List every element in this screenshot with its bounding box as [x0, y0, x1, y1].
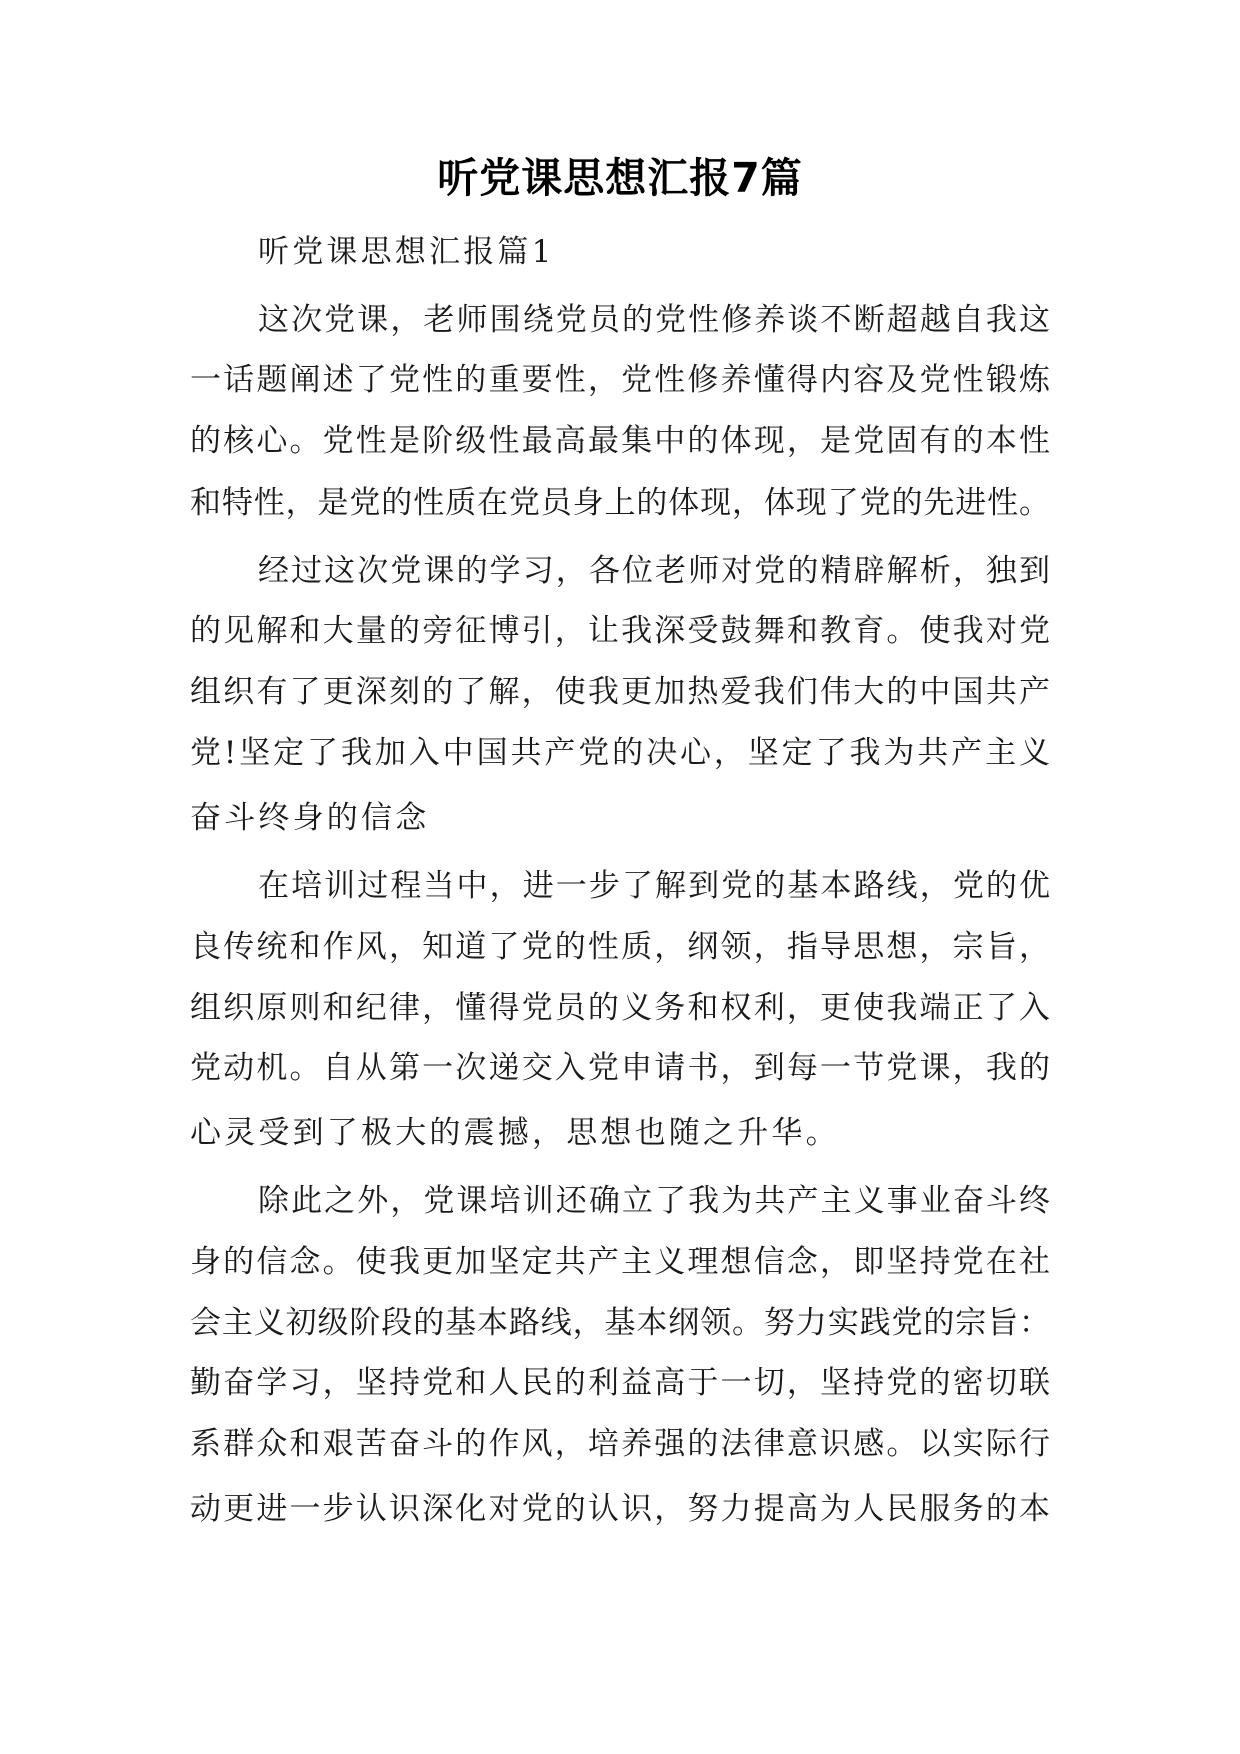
paragraph-line: 党!坚定了我加入中国共产党的决心，坚定了我为共产主义 [190, 735, 1050, 771]
paragraph-line: 的核心。党性是阶级性最高最集中的体现，是党固有的本性 [190, 423, 1050, 459]
paragraph-line: 会主义初级阶段的基本路线，基本纲领。努力实践党的宗旨： [190, 1305, 1050, 1341]
paragraph-line: 心灵受到了极大的震撼，思想也随之升华。 [190, 1115, 840, 1151]
paragraph-line: 勤奋学习，坚持党和人民的利益高于一切，坚持党的密切联 [190, 1365, 1050, 1401]
paragraph-line: 的见解和大量的旁征博引，让我深受鼓舞和教育。使我对党 [190, 613, 1050, 649]
paragraph-line: 奋斗终身的信念 [190, 800, 430, 836]
paragraph-line: 在培训过程当中，进一步了解到党的基本路线，党的优 [258, 868, 1050, 904]
section-heading: 听党课思想汇报篇1 [258, 234, 555, 270]
paragraph-line: 经过这次党课的学习，各位老师对党的精辟解析，独到 [258, 553, 1050, 589]
paragraph-line: 除此之外，党课培训还确立了我为共产主义事业奋斗终 [258, 1183, 1050, 1219]
paragraph-line: 一话题阐述了党性的重要性，党性修养懂得内容及党性锻炼 [190, 362, 1050, 398]
paragraph-line: 组织有了更深刻的了解，使我更加热爱我们伟大的中国共产 [190, 674, 1050, 710]
paragraph-line: 良传统和作风，知道了党的性质，纲领，指导思想，宗旨， [190, 929, 1050, 965]
paragraph-line: 和特性，是党的性质在党员身上的体现，体现了党的先进性。 [190, 485, 1050, 521]
paragraph-line: 动更进一步认识深化对党的认识，努力提高为人民服务的本 [190, 1491, 1050, 1527]
document-title: 听党课思想汇报7篇 [437, 154, 803, 202]
paragraph-line: 党动机。自从第一次递交入党申请书，到每一节党课，我的 [190, 1050, 1050, 1086]
paragraph-line: 身的信念。使我更加坚定共产主义理想信念，即坚持党在社 [190, 1244, 1050, 1280]
paragraph-line: 系群众和艰苦奋斗的作风，培养强的法律意识感。以实际行 [190, 1426, 1050, 1462]
paragraph-line: 这次党课，老师围绕党员的党性修养谈不断超越自我这 [258, 302, 1050, 338]
paragraph-line: 组织原则和纪律，懂得党员的义务和权利，更使我端正了入 [190, 990, 1050, 1026]
